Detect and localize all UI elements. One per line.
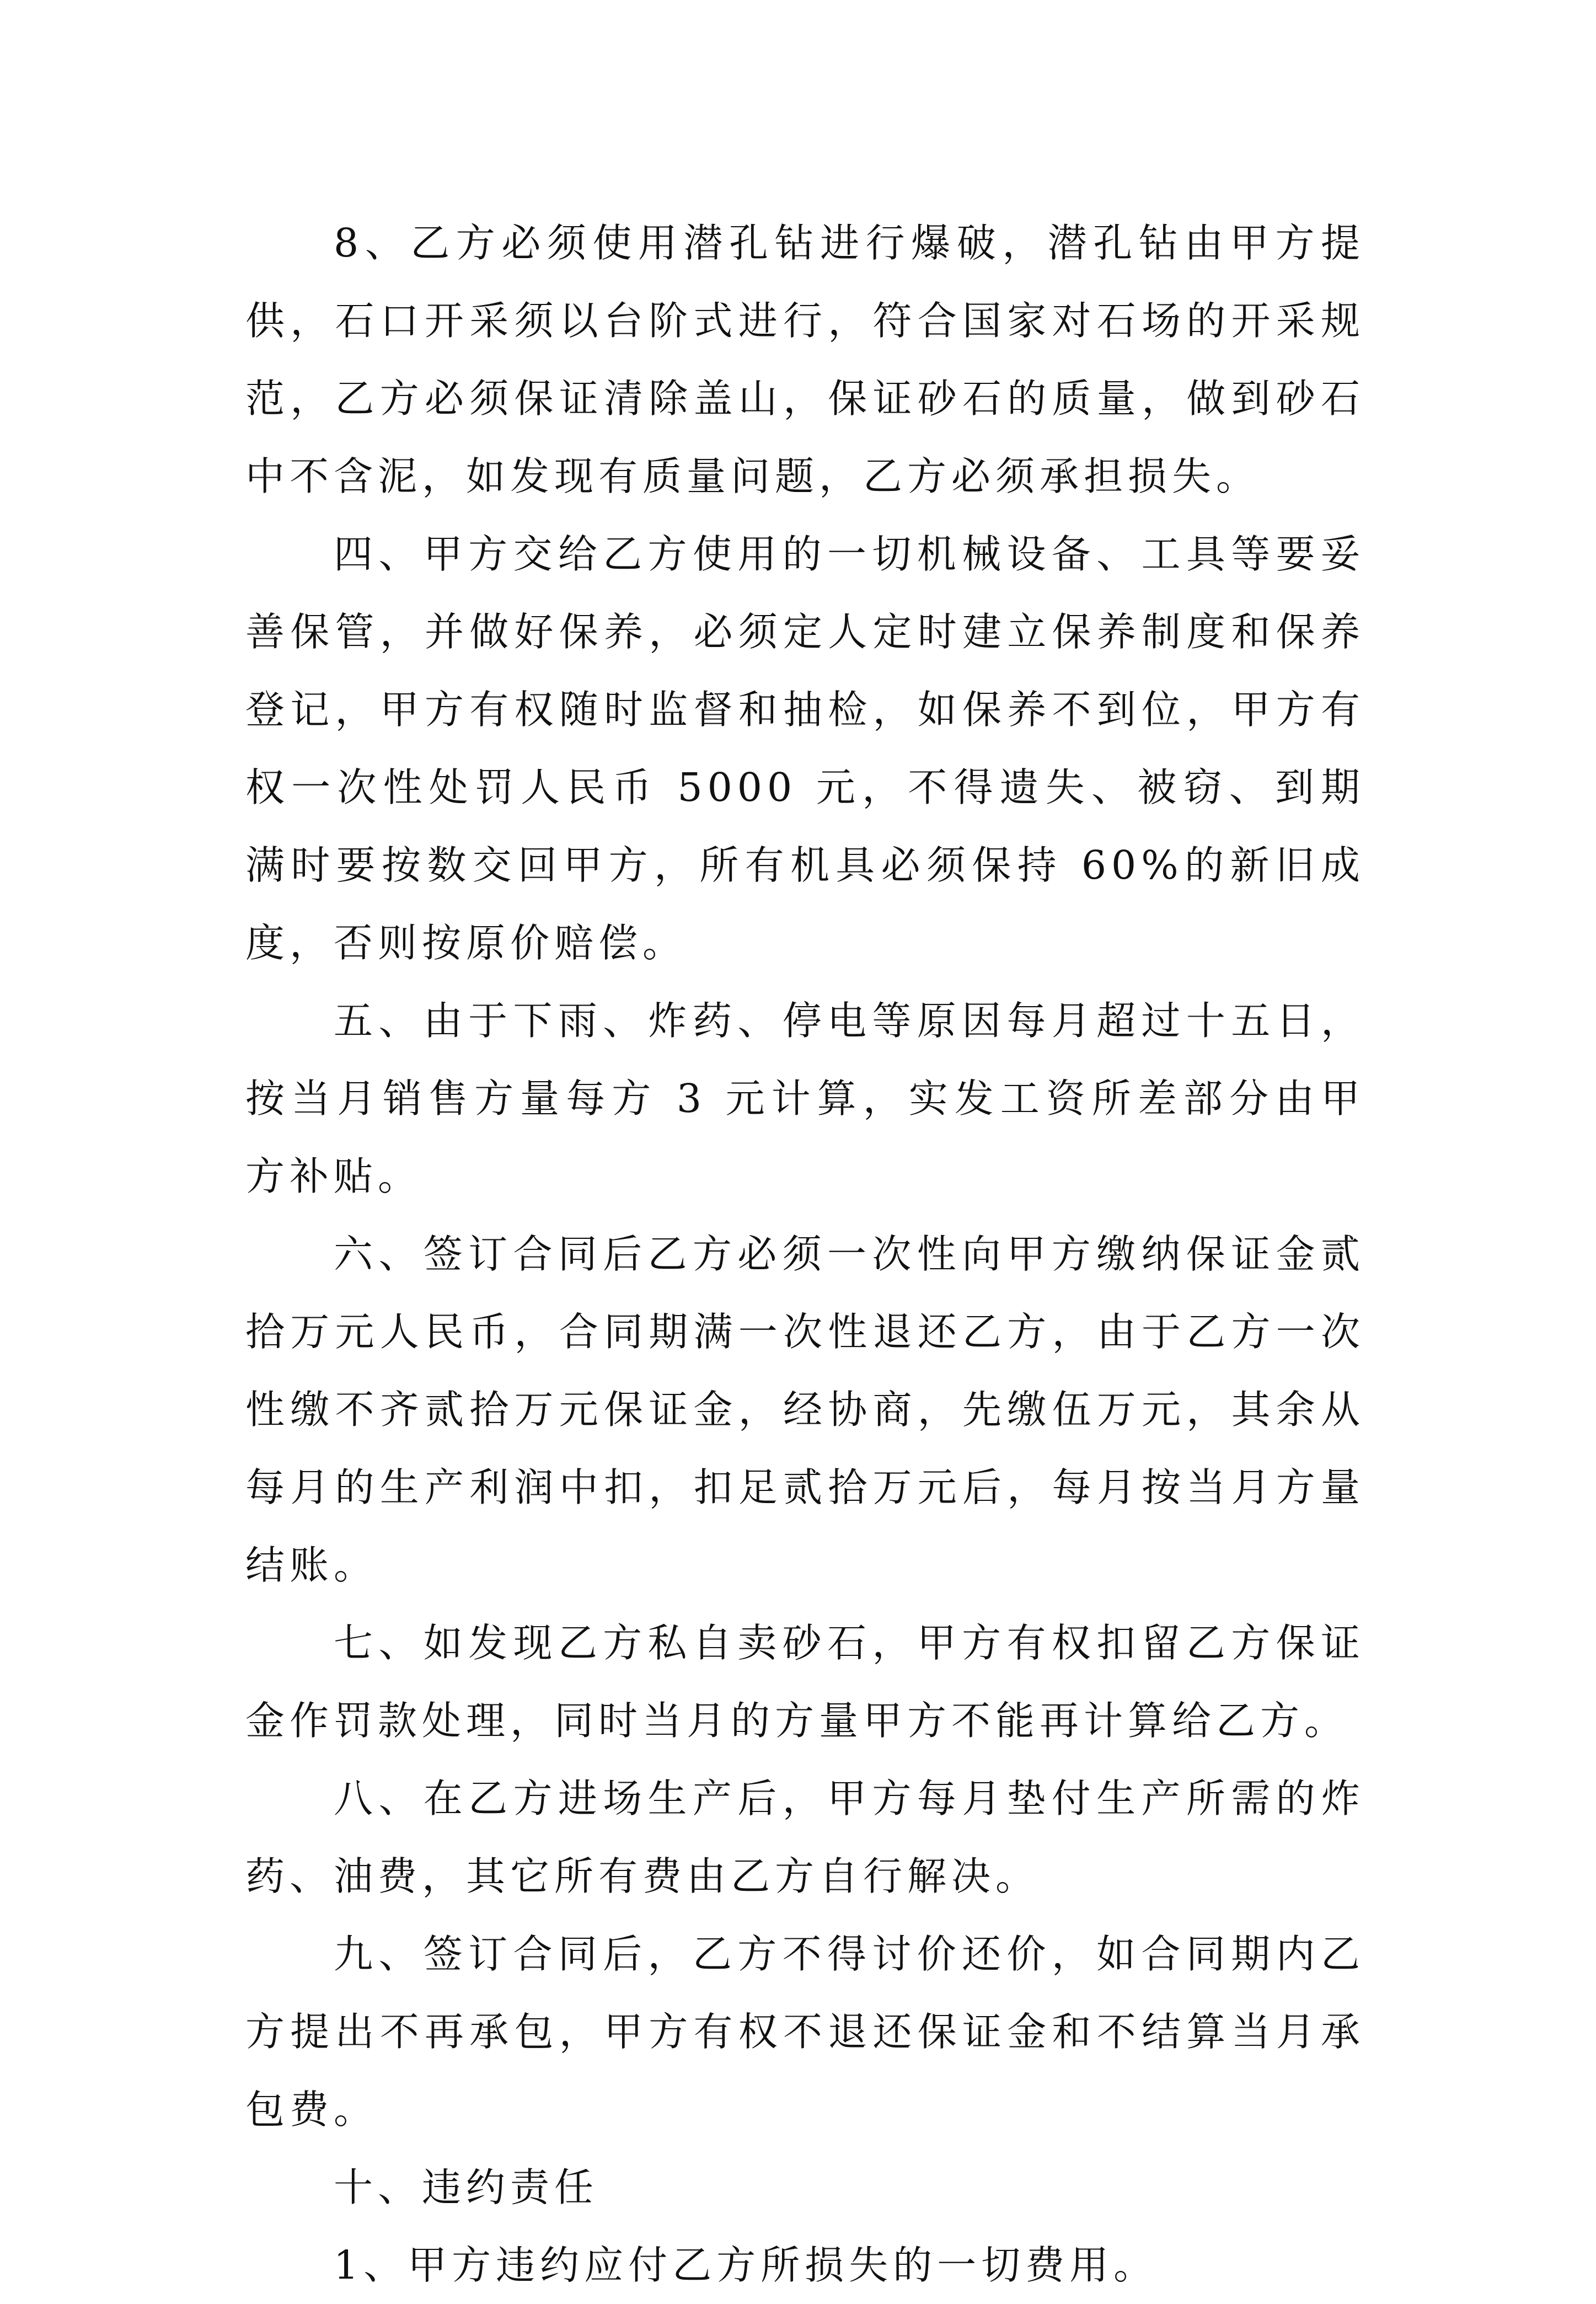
- paragraph-private-sales-penalty: 七、如发现乙方私自卖砂石，甲方有权扣留乙方保证金作罚款处理，同时当月的方量甲方不能再计算给乙方。: [245, 1620, 1365, 1744]
- paragraph-deposit: 六、签订合同后乙方必须一次性向甲方缴纳保证金贰拾万元人民币，合同期满一次性退还乙方，由于乙方一次性缴不齐贰拾万元保证金，经协商，先缴伍万元，其余从每月的生产利润中扣，扣足贰拾万元后，每月按当月方量结账。: [245, 1231, 1365, 1588]
- paragraph-party-a-breach: 1、甲方违约应付乙方所损失的一切费用。: [334, 2242, 1158, 2288]
- section-heading-breach-liability: 十、违约责任: [334, 2164, 599, 2210]
- paragraph-equipment-maintenance: 四、甲方交给乙方使用的一切机械设备、工具等要妥善保管，并做好保养，必须定人定时建立保养制度和保养登记，甲方有权随时监督和抽检，如保养不到位，甲方有权一次性处罚人民币 5000 元，不得遗失、被窃、到期满时要按数交回甲方，所有机具必须保持 60%的新旧成度，否则按原价赔偿。: [245, 531, 1365, 966]
- paragraph-item-8-quarry-rules: 8、乙方必须使用潜孔钻进行爆破，潜孔钻由甲方提供，石口开采须以台阶式进行，符合国家对石场的开采规范，乙方必须保证清除盖山，保证砂石的质量，做到砂石中不含泥，如发现有质量问题，乙方必须承担损失。: [245, 220, 1365, 499]
- document-body: [245, 204, 1365, 2304]
- paragraph-weather-subsidy: 五、由于下雨、炸药、停电等原因每月超过十五日，按当月销售方量每方 3 元计算，实发工资所差部分由甲方补贴。: [245, 998, 1365, 1199]
- paragraph-advance-expenses: 八、在乙方进场生产后，甲方每月垫付生产所需的炸药、油费，其它所有费由乙方自行解决。: [245, 1776, 1365, 1899]
- paragraph-no-bargaining: 九、签订合同后，乙方不得讨价还价，如合同期内乙方提出不再承包，甲方有权不退还保证金和不结算当月承包费。: [245, 1931, 1365, 2132]
